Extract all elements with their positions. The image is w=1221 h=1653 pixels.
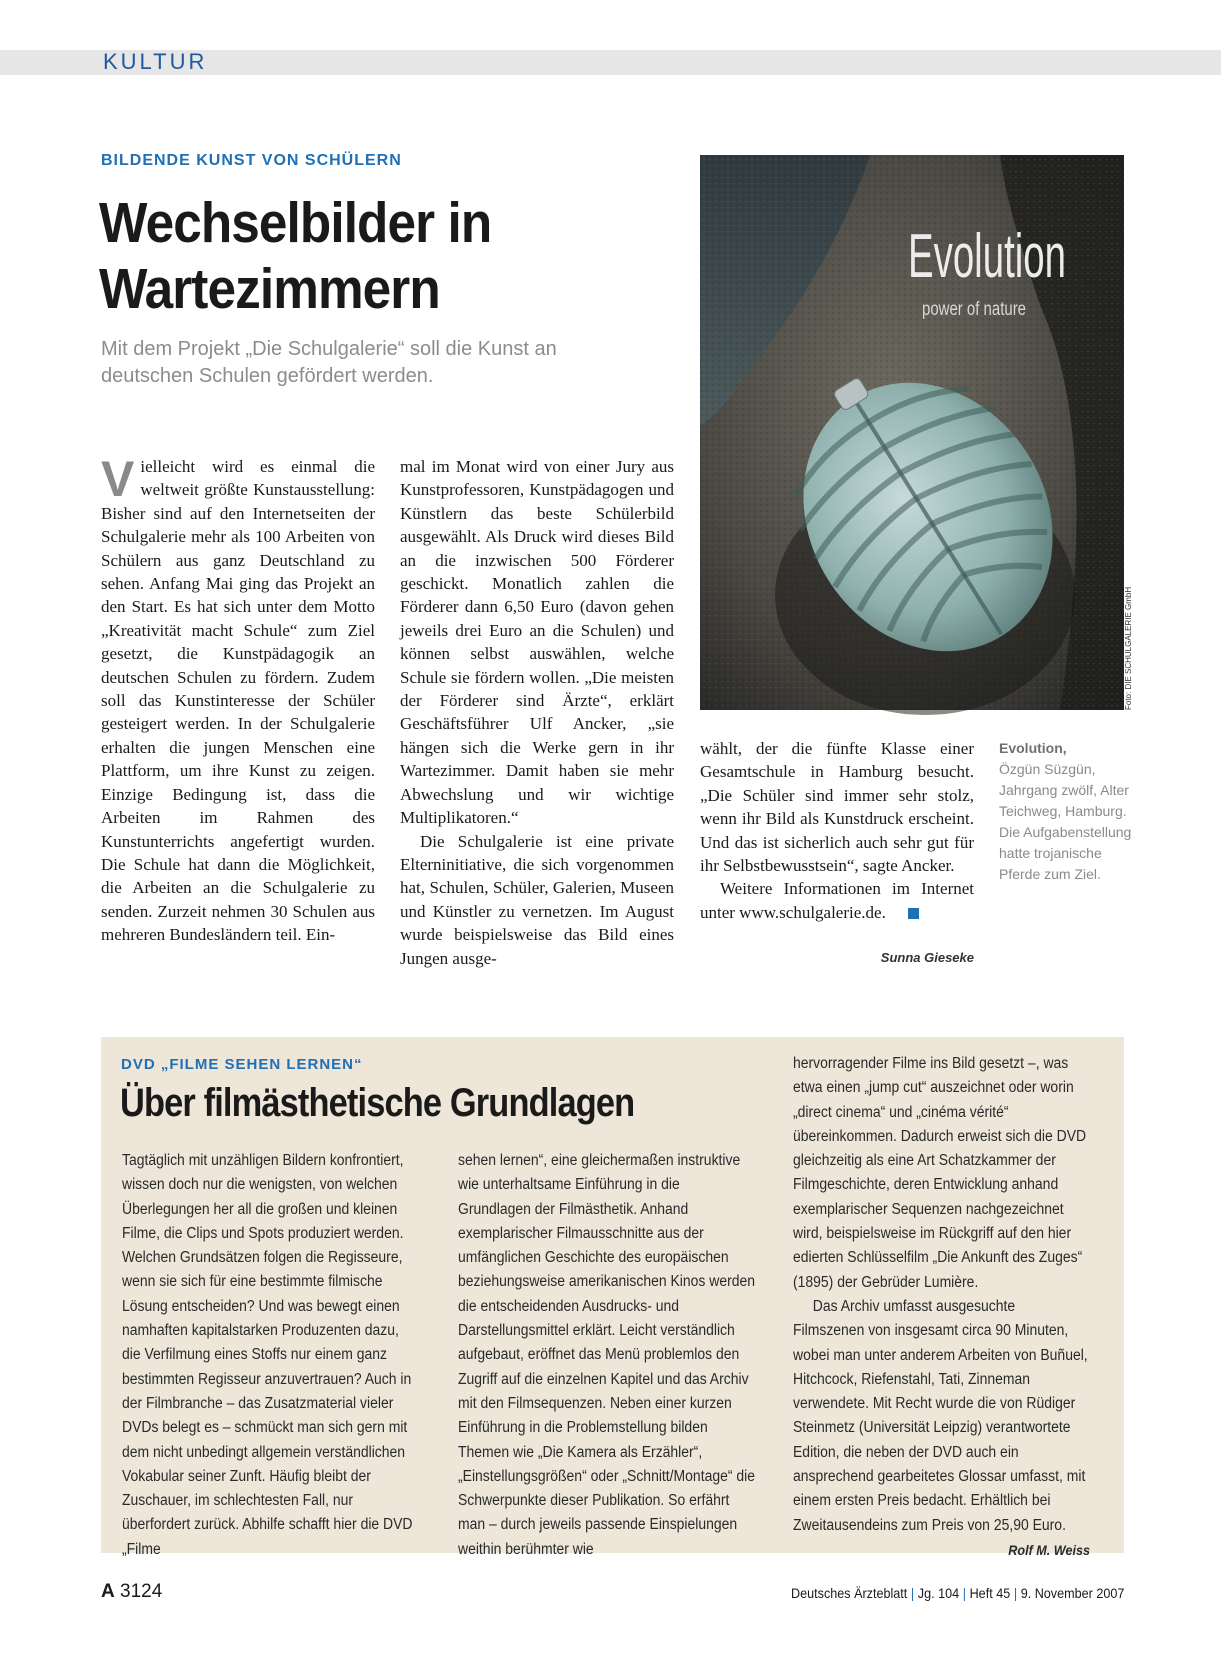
footer-separator: | bbox=[910, 1585, 914, 1601]
article-col2-paragraph-1: mal im Monat wird von einer Jury aus Kunstprofessoren, Kunstpädagogen und Künstlern das beste Schülerbild ausgewählt. Als Druck wird dieses Bild an die inzwischen 500 Förderer geschickt. Monatlich zahlen die Förderer dann 6,50 Euro (davon gehen jeweils drei Euro an die Schulen) und können selbst auswählen, welche Schule sie fördern wollen. „Die meisten der Förderer sind Ärzte“, erklärt Geschäftsführer Ulf Ancker, „sie hängen sich die Werke gern in ihr Wartezimmer. Damit haben sie mehr Abwechslung und wir wichtige Multiplikatoren.“ bbox=[400, 457, 674, 828]
photo-title: Evolution bbox=[908, 222, 1066, 291]
box-column-1 bbox=[122, 1149, 419, 1562]
box-kicker: DVD „FILME SEHEN LERNEN“ bbox=[121, 1056, 363, 1073]
box-column-2 bbox=[458, 1149, 755, 1562]
article-subhead: Mit dem Projekt „Die Schulgalerie“ soll die Kunst an deutschen Schulen gefördert werden. bbox=[101, 338, 557, 387]
box-col1-text: Tagtäglich mit unzähligen Bildern konfrontiert, wissen doch nur die wenigsten, von welchen Überlegungen her all die großen und kleinen Filme, die Clips und Spots produziert werden. Welchen Grundsätzen folgen die Regisseure, wenn sie sich für eine bestimmte filmische Lösung entscheiden? Und was bewegt einen namhaften kapitalstarken Produzenten dazu, die Verfilmung eines Stoffs nur einem ganz bestimmten Regisseur anzuvertrauen? Auch in der Filmbranche – das Zusatzmaterial vieler DVDs belegt es – schmückt man sich gern mit dem nicht unbedingt allgemein verständlichen Vokabular seiner Zunft. Häufig bleibt der Zuschauer, im schlechtesten Fall, nur überfordert zurück. Abhilfe schafft hier die DVD „Filme bbox=[122, 1152, 413, 1558]
article-col2-paragraph-2: Die Schulgalerie ist eine private Elterninitiative, die sich vorgenommen hat, Schulen, Schüler, Galerien, Museen und Künstler zu vernetzen. Im August wurde beispielsweise das Bild eines Jungen ausge- bbox=[400, 831, 674, 968]
box-col3-paragraph-2: Das Archiv umfasst ausgesuchte Filmszenen von insgesamt circa 90 Minuten, wobei man unter anderem Arbeiten von Buñuel, Hitchcock, Riefenstahl, Tati, Zinneman verwendete. Mit Recht wurde die von Rüdiger Steinmetz (Universität Leipzig) verantwortete Edition, die neben der DVD auch ein ansprechend gearbeitetes Glossar umfasst, mit einem ersten Preis bedacht. Erhältlich bei Zweitausendeins zum Preis von 25,90 Euro. bbox=[793, 1297, 1088, 1534]
caption-text: Özgün Süzgün, Jahrgang zwölf, Alter Teichweg, Hamburg. Die Aufgabenstellung hatte trojanische Pferde zum Ziel. bbox=[999, 761, 1132, 882]
article-col3-paragraph-2: Weitere Informationen im Internet unter www.schulgalerie.de. bbox=[700, 879, 974, 922]
footer-info bbox=[791, 1585, 1124, 1601]
box-column-3 bbox=[793, 1052, 1090, 1562]
footer-date: 9. November 2007 bbox=[1020, 1585, 1124, 1601]
footer-volume: Jg. 104 bbox=[917, 1585, 959, 1601]
headline-line-1: Wechselbilder in bbox=[99, 191, 492, 255]
article-col3-paragraph-1: wählt, der die fünfte Klasse einer Gesamtschule in Hamburg besucht. „Die Schüler sind immer sehr stolz, wenn ihr Bild als Kunstdruck erscheint. Und das ist sicherlich auch sehr gut für ihr Selbstbewusstsein“, sagte Ancker. bbox=[700, 739, 974, 876]
photo-credit: Foto: DIE SCHULGALERIE GmbH bbox=[1124, 586, 1133, 710]
footer-separator: | bbox=[962, 1585, 966, 1601]
page-number-value: 3124 bbox=[120, 1581, 163, 1602]
article-headline bbox=[99, 190, 603, 322]
box-col3-paragraph-1: hervorragender Filme ins Bild gesetzt –, was etwa einen „jump cut“ auszeichnet oder worin „direct cinema“ und „cinéma vérité“ übereinkommen. Dadurch erweist sich die DVD gleichzeitig als eine Art Schatzkammer der Filmgeschichte, deren Entwicklung anhand exemplarischer Sequenzen nachgezeichnet wird, beispielsweise im Rückgriff auf den hier edierten Schlüsselfilm „Die Ankunft des Zuges“ (1895) der Gebrüder Lumière. bbox=[793, 1055, 1087, 1291]
footer-journal: Deutsches Ärzteblatt bbox=[790, 1585, 907, 1601]
photo-subtitle: power of nature bbox=[922, 299, 1026, 320]
article-column-3 bbox=[700, 737, 974, 924]
caption-title: Evolution, bbox=[999, 740, 1067, 756]
article-col1-text: ielleicht wird es einmal die weltweit größte Kunstausstellung: Bisher sind auf den Internetseiten der Schulgalerie mehr als 100 Arbeiten von Schülern aus ganz Deutschland zu sehen. Anfang Mai ging das Projekt an den Start. Es hat sich unter dem Motto „Kreativität macht Schule“ zum Ziel gesetzt, die Kunstpädagogik an deutschen Schulen zu fördern. Zudem soll das Kunstinteresse der Schüler gesteigert werden. In der Schulgalerie erhalten die jungen Menschen eine Plattform, um ihre Kunst zu zeigen. Einzige Bedingung ist, dass die Arbeiten im Rahmen des Kunstunterrichts angefertigt wurden. Die Schule hat dann die Möglichkeit, die Arbeiten an die Schulgalerie zu senden. Zurzeit nehmen 30 Schulen aus mehreren Bundesländern teil. Ein- bbox=[101, 457, 375, 945]
article-author: Sunna Gieseke bbox=[880, 950, 974, 965]
page-number bbox=[101, 1581, 162, 1603]
box-col2-text: sehen lernen“, eine gleichermaßen instruktive wie unterhaltsame Einführung in die Grundlagen der Filmästhetik. Anhand exemplarischer Filmausschnitte aus der umfänglichen Geschichte des europäischen beziehungsweise amerikanischen Kinos werden die entscheidenden Ausdrucks- und Darstellungsmittel erklärt. Leicht verständlich aufgebaut, eröffnet das Menü problemlos den Zugriff auf die einzelnen Kapitel und das Archiv mit den Filmsequenzen. Neben einer kurzen Einführung in die Problemstellung bilden Themen wie „Die Kamera als Erzähler“, „Einstellungsgrößen“ oder „Schnitt/Montage“ die Schwerpunkte dieser Publikation. So erfährt man – durch jeweils passende Einspielungen weithin berühmter wie bbox=[458, 1152, 755, 1558]
box-author: Rolf M. Weiss bbox=[1008, 1541, 1090, 1558]
footer-issue: Heft 45 bbox=[969, 1585, 1010, 1601]
article-column-1 bbox=[101, 451, 375, 947]
box-headline: Über filmästhetische Grundlagen bbox=[120, 1081, 635, 1125]
article-kicker: BILDENDE KUNST VON SCHÜLERN bbox=[101, 152, 402, 169]
footer-separator: | bbox=[1013, 1585, 1017, 1601]
section-label: KULTUR bbox=[103, 49, 208, 74]
artwork-photo bbox=[700, 155, 1124, 710]
photo-caption bbox=[999, 738, 1134, 885]
headline-line-2: Wartezimmern bbox=[99, 257, 440, 321]
page-prefix: A bbox=[101, 1581, 115, 1602]
drop-cap: V bbox=[101, 451, 135, 507]
end-mark-icon bbox=[908, 908, 919, 919]
article-column-2 bbox=[400, 455, 674, 970]
